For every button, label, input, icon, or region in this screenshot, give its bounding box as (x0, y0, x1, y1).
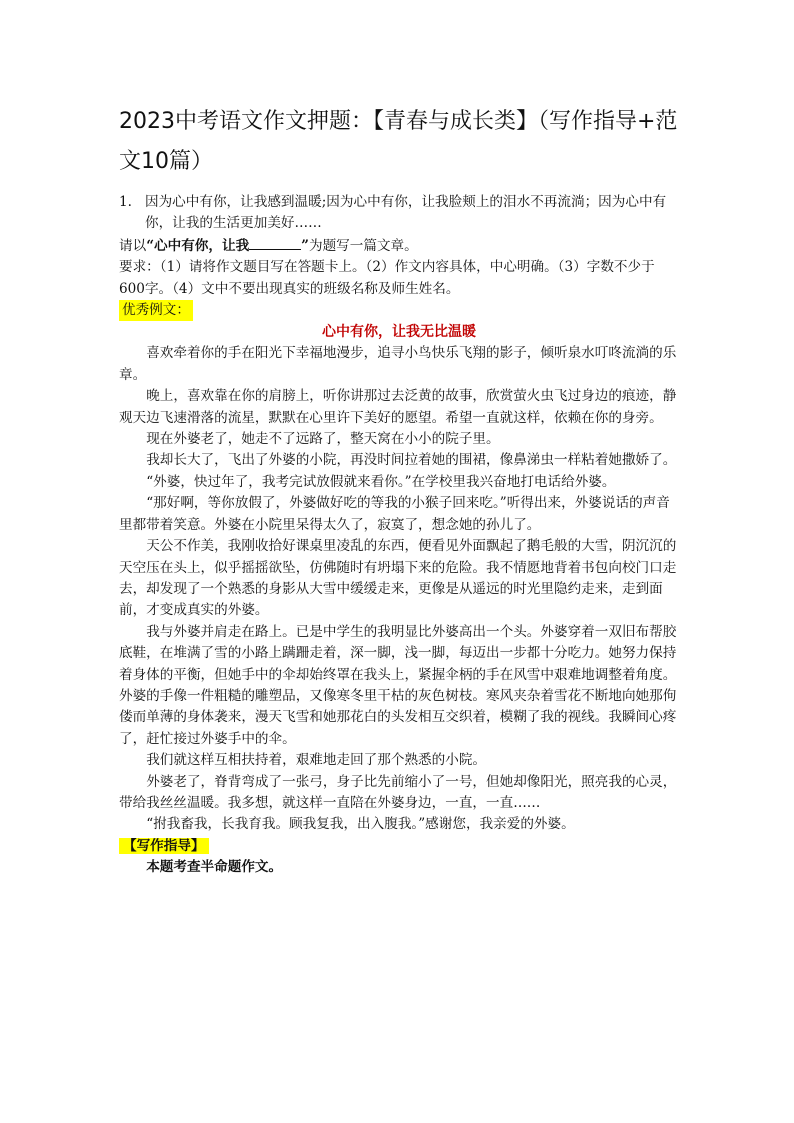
essay-paragraph: “拊我畜我，长我育我。顾我复我，出入腹我。”感谢您，我亲爱的外婆。 (146, 816, 575, 833)
essay-paragraph: 我却长大了，飞出了外婆的小院，再没时间拉着她的围裙，像鼻涕虫一样粘着她撒娇了。 (146, 452, 677, 469)
essay-paragraph: 喜欢牵着你的手在阳光下幸福地漫步，追寻小鸟快乐飞翔的影子，倾听泉水叮咚流淌的乐章。 (119, 345, 677, 383)
question-prompt (119, 235, 679, 257)
question-item (119, 192, 679, 235)
essay-paragraph: 现在外婆老了，她走不了远路了，整天窝在小小的院子里。 (146, 431, 500, 448)
essay-paragraph: 我与外婆并肩走在路上。已是中学生的我明显比外婆高出一个头。外婆穿着一双旧布帮胶底鞋，在堆满了雪的小路上蹒跚走着，深一脚，浅一脚，每迈出一步都十分吃力。她努力保持着身体的平衡，但她手中的伞却始终罩在我头上，紧握伞柄的手在风雪中艰难地调整着角度。外婆的手像一件粗糙的雕塑品，又像寒冬里干枯的灰色树枝。寒风夹杂着雪花不断地向她那佝偻而单薄的身体袭来，漫天飞雪和她那花白的头发相互交织着，模糊了我的视线。我瞬间心疼了，赶忙接过外婆手中的伞。 (119, 623, 677, 747)
guide-text: 本题考查半命题作文。 (146, 859, 283, 876)
prompt-blank (249, 235, 301, 250)
essay-title: 心中有你，让我无比温暖 (322, 324, 476, 341)
question-requirements: 要求：（1）请将作文题目写在答题卡上。（2）作文内容具体，中心明确。（3）字数不少于600字。（4）文中不要出现真实的班级名称及师生姓名。 (119, 259, 655, 297)
prompt-suffix: 为题写一篇文章。 (309, 237, 418, 254)
essay-paragraph: “那好啊，等你放假了，外婆做好吃的等我的小猴子回来吃。”听得出来，外婆说话的声音里都带着笑意。外婆在小院里呆得太久了，寂寞了，想念她的孙儿了。 (119, 495, 670, 533)
example-label-line (119, 300, 679, 321)
example-label: 优秀例文： (119, 300, 193, 321)
essay-paragraph: 外婆老了，脊背弯成了一张弓，身子比先前缩小了一号，但她却像阳光，照亮我的心灵，带给我丝丝温暖。我多想，就这样一直陪在外婆身边，一直，一直…… (119, 773, 677, 811)
prompt-topic: “心中有你，让我 (146, 237, 250, 254)
guide-label: 【写作指导】 (119, 838, 209, 854)
essay-paragraph: “外婆，快过年了，我考完试放假就来看你。”在学校里我兴奋地打电话给外婆。 (146, 473, 616, 490)
prompt-prefix: 请以 (119, 237, 147, 254)
document-body (119, 192, 679, 879)
essay-paragraph: 天公不作美，我刚收拾好课桌里凌乱的东西，便看见外面飘起了鹅毛般的大雪，阴沉沉的天空压在头上，似乎摇摇欲坠，仿佛随时有坍塌下来的危险。我不情愿地背着书包向校门口走去，却发现了一个熟悉的身影从大雪中缓缓走来，更像是从遥远的时光里隐约走来，走到面前，才变成真实的外婆。 (119, 538, 677, 619)
question-number: 1. (119, 194, 132, 210)
essay-paragraph: 我们就这样互相扶持着，艰难地走回了那个熟悉的小院。 (146, 752, 487, 769)
guide-label-line (119, 836, 679, 857)
document-title: 2023中考语文作文押题：【青春与成长类】（写作指导+范文10篇） (119, 109, 678, 174)
essay-paragraph: 晚上，喜欢靠在你的肩膀上，听你讲那过去泛黄的故事，欣赏萤火虫飞过身边的痕迹，静观天边飞速滑落的流星，默默在心里许下美好的愿望。希望一直就这样，依赖在你的身旁。 (119, 388, 677, 426)
prompt-topic-end: ” (301, 237, 309, 254)
question-intro: 因为心中有你，让我感到温暖;因为心中有你，让我脸颊上的泪水不再流淌；因为心中有你，让我的生活更加美好…… (145, 194, 667, 232)
